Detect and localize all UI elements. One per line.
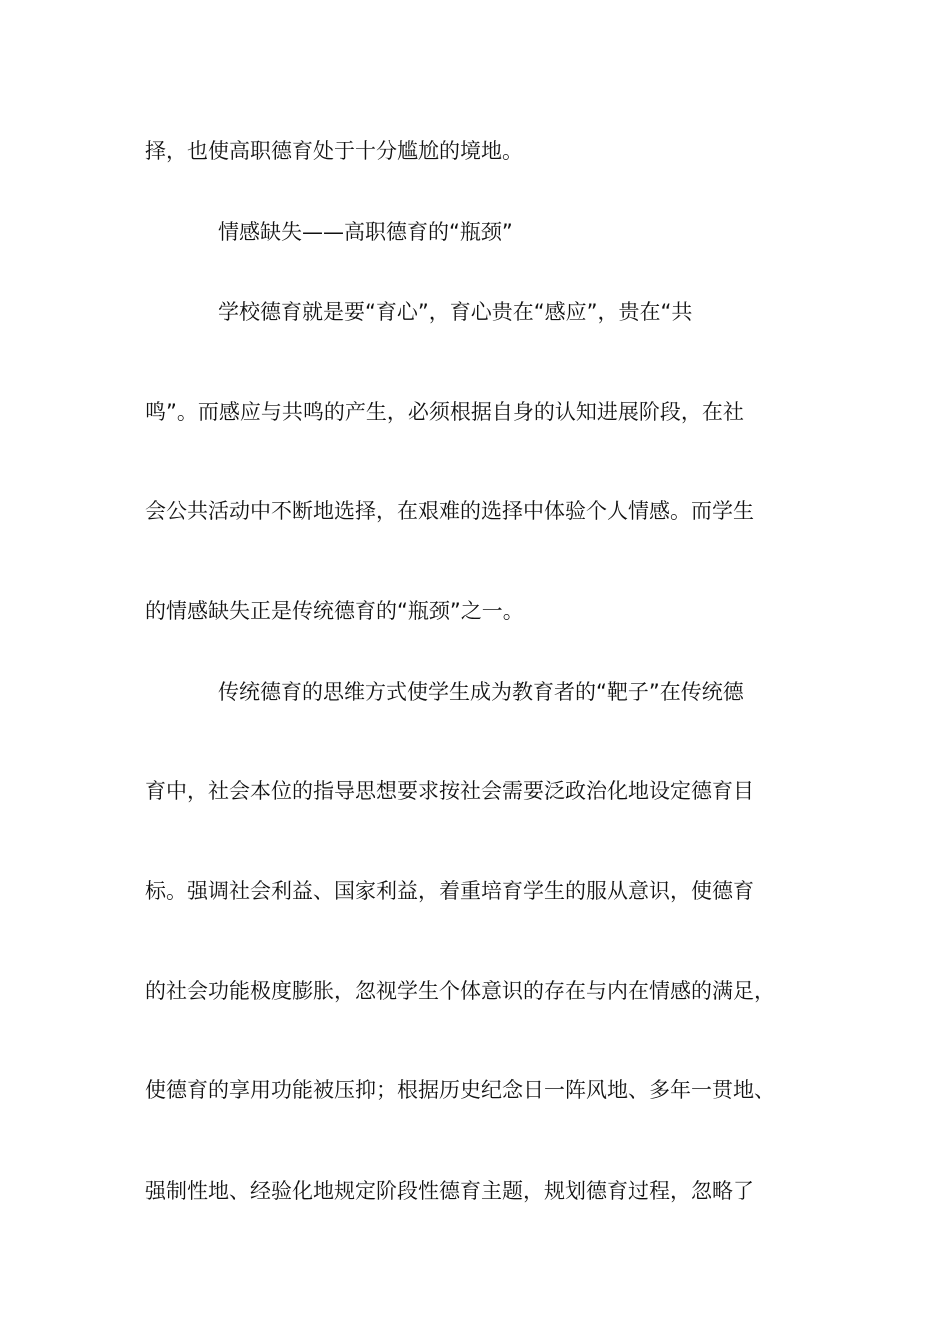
text-line-6: 的情感缺失正是传统德育的“瓶颈”之一。 xyxy=(145,599,524,623)
text-line-3: 学校德育就是要“育心”，育心贵在“感应”，贵在“共 xyxy=(218,300,693,324)
text-line-7: 传统德育的思维方式使学生成为教育者的“靶子”在传统德 xyxy=(218,680,744,704)
text-line-5: 会公共活动中不断地选择，在艰难的选择中体验个人情感。而学生 xyxy=(145,499,754,523)
text-line-4: 鸣”。而感应与共鸣的产生，必须根据自身的认知进展阶段，在社 xyxy=(145,400,744,424)
text-line-8: 育中，社会本位的指导思想要求按社会需要泛政治化地设定德育目 xyxy=(145,779,754,803)
text-line-9: 标。强调社会利益、国家利益，着重培育学生的服从意识，使德育 xyxy=(145,879,754,903)
text-line-1: 择，也使高职德育处于十分尴尬的境地。 xyxy=(145,139,523,163)
text-line-12: 强制性地、经验化地规定阶段性德育主题，规划德育过程，忽略了 xyxy=(145,1179,754,1203)
text-line-11: 使德育的享用功能被压抑；根据历史纪念日一阵风地、多年一贯地、 xyxy=(145,1078,775,1102)
text-line-10: 的社会功能极度膨胀，忽视学生个体意识的存在与内在情感的满足， xyxy=(145,979,775,1003)
section-heading: 情感缺失——高职德育的“瓶颈” xyxy=(218,220,513,244)
